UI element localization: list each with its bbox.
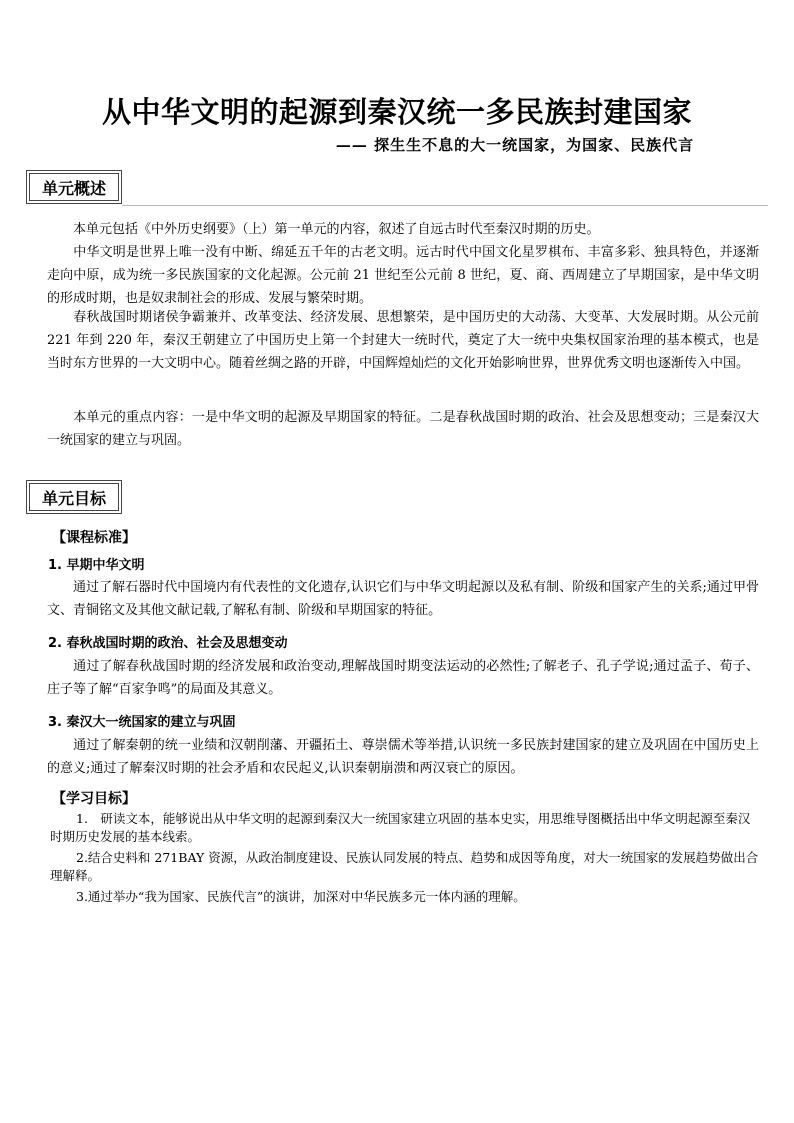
overview-paragraph-2	[47, 241, 759, 310]
standard-body-2: 通过了解春秋战国时期的经济发展和政治变动,理解战国时期变法运动的必然性;了解老子、孔子学说;通过孟子、荀子、庄子等了解“百家争鸣”的局面及其意义。	[47, 659, 759, 697]
learning-goals-heading: 【学习目标】	[52, 791, 136, 807]
section-divider	[122, 205, 768, 206]
section-header-overview: 单元概述	[26, 170, 122, 204]
overview-text-4: 本单元的重点内容：一是中华文明的起源及早期国家的特征。二是春秋战国时期的政治、社会及思想变动；三是秦汉大一统国家的建立与巩固。	[47, 410, 759, 448]
standard-body-3: 通过了解秦朝的统一业绩和汉朝削藩、开疆拓土、尊崇儒术等举措,认识统一多民族封建国家的建立及巩固在中国历史上的意义;通过了解秦汉时期的社会矛盾和农民起义,认识秦朝崩溃和两汉衰亡的原因。	[47, 738, 759, 776]
standard-text-3	[47, 734, 759, 780]
learning-goal-3: 3.通过举办“我为国家、民族代言”的演讲，加深对中华民族多元一体内涵的理解。	[76, 889, 526, 904]
overview-text-3: 春秋战国时期诸侯争霸兼并、改革变法、经济发展、思想繁荣，是中国历史的大动荡、大变革、大发展时期。从公元前 221 年到 220 年，秦汉王朝建立了中国历史上第一个封建大一统时代，奠定了大一统中央集权国家治理的基本模式，也是当时东方世界的一大文明中心。随着丝绸之路的开辟，中国辉煌灿烂的文化开始影响世界，世界优秀文明也逐渐传入中国。	[47, 310, 759, 371]
standard-title-3: 3. 秦汉大一统国家的建立与巩固	[48, 715, 236, 730]
page-title: 从中华文明的起源到秦汉统一多民族封建国家	[101, 95, 692, 129]
standards-heading: 【课程标准】	[52, 530, 136, 546]
overview-text-1: 本单元包括《中外历史纲要》（上）第一单元的内容，叙述了自远古时代至秦汉时期的历史。	[73, 222, 600, 237]
standard-body-1: 通过了解石器时代中国境内有代表性的文化遗存,认识它们与中华文明起源以及私有制、阶级和国家产生的关系;通过甲骨文、青铜铭文及其他文献记载,了解私有制、阶级和早期国家的特征。	[47, 580, 759, 618]
overview-paragraph-4	[47, 406, 759, 452]
learning-goal-1: 1. 研读文本，能够说出从中华文明的起源到秦汉大一统国家建立巩固的基本史实，用思维导图概括出中华文明起源至秦汉时期历史发展的基本线索。	[50, 811, 751, 844]
section-header-goals: 单元目标	[26, 480, 122, 514]
standard-text-1	[47, 576, 759, 622]
standard-title-2: 2. 春秋战国时期的政治、社会及思想变动	[48, 636, 288, 651]
standard-title-1: 1. 早期中华文明	[48, 558, 145, 573]
subtitle-text: —— 探生生不息的大一统国家，为国家、民族代言	[335, 136, 695, 154]
overview-paragraph-3	[47, 306, 759, 375]
learning-goal-2: 2.结合史料和 271BAY 资源，从政治制度建设、民族认同发展的特点、趋势和成因等角度，对大一统国家的发展趋势做出合理解释。	[50, 850, 759, 883]
overview-paragraph-1	[47, 218, 759, 241]
standard-text-2	[47, 655, 759, 701]
overview-text-2: 中华文明是世界上唯一没有中断、绵延五千年的古老文明。远古时代中国文化星罗棋布、丰富多彩、独具特色，并逐渐走向中原，成为统一多民族国家的文化起源。公元前 21 世纪至公元前 8 世纪，夏、商、西周建立了早期国家，是中华文明的形成时期，也是奴隶制社会的形成、发展与繁荣时期。	[47, 245, 759, 306]
page-subtitle	[0, 134, 794, 155]
